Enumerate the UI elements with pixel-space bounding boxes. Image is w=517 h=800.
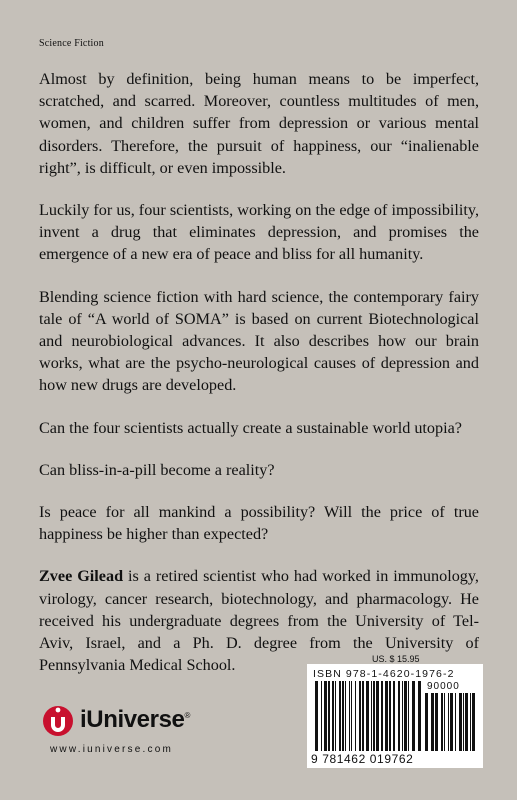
barcode-bar — [376, 681, 379, 751]
barcode-bar — [373, 681, 375, 751]
barcode-bar — [455, 693, 456, 751]
barcode-bar — [408, 681, 409, 751]
publisher-website: www.iuniverse.com — [50, 744, 173, 755]
barcode-bar — [459, 693, 462, 751]
iuniverse-logo-icon — [40, 700, 76, 740]
barcode-bar — [431, 693, 434, 751]
blurb-question-3: Is peace for all mankind a possibility? Will the price of true happiness be higher than expected? — [39, 503, 479, 544]
barcode-bar — [335, 681, 336, 751]
barcode-bar — [362, 681, 364, 751]
barcode-bar — [385, 681, 388, 751]
blurb-paragraph-1: Almost by definition, being human means to be imperfect, scratched, and scarred. Moreover, countless multitudes of men, women, and children suffer from depression or various mental disorders. Therefore, the pursuit of happiness, our “inalienable right”, is difficult, or even impossible. — [39, 70, 479, 177]
barcode-bar — [425, 693, 428, 751]
blurb-question-2: Can bliss-in-a-pill become a reality? — [39, 460, 275, 479]
barcode-main-bars — [315, 681, 421, 751]
barcode-bar — [465, 693, 468, 751]
barcode-bar — [381, 681, 383, 751]
isbn-barcode — [307, 664, 483, 768]
barcode-bar — [345, 681, 346, 751]
barcode-bar — [412, 681, 415, 751]
blurb-paragraph-2: Luckily for us, four scientists, working on the edge of impossibility, invent a drug that eliminates depression, and promises the emergence of a new era of peace and bliss for all humanity. — [39, 201, 480, 264]
barcode-bar — [339, 681, 341, 751]
isbn-text: ISBN 978-1-4620-1976-2 — [313, 668, 455, 680]
barcode-bar — [389, 681, 391, 751]
barcode-bar — [393, 681, 395, 751]
barcode-bar — [472, 693, 475, 751]
registered-mark: ® — [184, 711, 190, 720]
blurb-text — [39, 68, 479, 696]
barcode-bar — [359, 681, 361, 751]
barcode-bar — [351, 681, 352, 751]
publisher-logo — [40, 700, 190, 740]
barcode-bar — [321, 681, 322, 751]
blurb-question-1: Can the four scientists actually create a sustainable world utopia? — [39, 418, 462, 437]
barcode-bar — [435, 693, 438, 751]
barcode-bar — [328, 681, 330, 751]
barcode-bar — [418, 681, 421, 751]
barcode-bar — [404, 681, 407, 751]
publisher-name — [80, 706, 190, 734]
barcode-bar — [355, 681, 356, 751]
barcode-bar — [402, 681, 403, 751]
barcode-bar — [398, 681, 400, 751]
barcode-bar — [463, 693, 464, 751]
barcode-number: 9 781462 019762 — [311, 752, 414, 766]
author-name: Zvee Gilead — [39, 567, 124, 586]
barcode-addon-digits: 90000 — [427, 681, 460, 692]
barcode-bar — [448, 693, 449, 751]
barcode-bar — [349, 681, 350, 751]
price-label: US. $ 15.95 — [372, 654, 420, 664]
blurb-paragraph-3: Blending science fiction with hard science, the contemporary fairy tale of “A world of SOMA” is based on current Biotechnological and neurobiological advances. It also describes how our brain works, what are the psycho-neurological causes of depression and how new drugs are developed. — [39, 287, 479, 395]
genre-label: Science Fiction — [39, 38, 104, 49]
publisher-name-text: iUniverse — [80, 706, 185, 733]
barcode-bar — [324, 681, 327, 751]
barcode-bar — [366, 681, 369, 751]
barcode-bar — [332, 681, 334, 751]
barcode-addon-bars — [425, 693, 477, 751]
barcode-bar — [441, 693, 443, 751]
barcode-bar — [450, 693, 453, 751]
barcode-bar — [444, 693, 445, 751]
barcode-bar — [371, 681, 372, 751]
barcode-bar — [315, 681, 318, 751]
barcode-bar — [342, 681, 344, 751]
author-bio-text: is a retired scientist who had worked in immunology, virology, cancer research, biotechnology, and pharmacology. He received his undergraduate degrees from the University of Tel-Aviv, Israel, and a Ph. D. degree from the University of Pennsylvania Medical School. — [39, 567, 479, 675]
barcode-bar — [470, 693, 471, 751]
